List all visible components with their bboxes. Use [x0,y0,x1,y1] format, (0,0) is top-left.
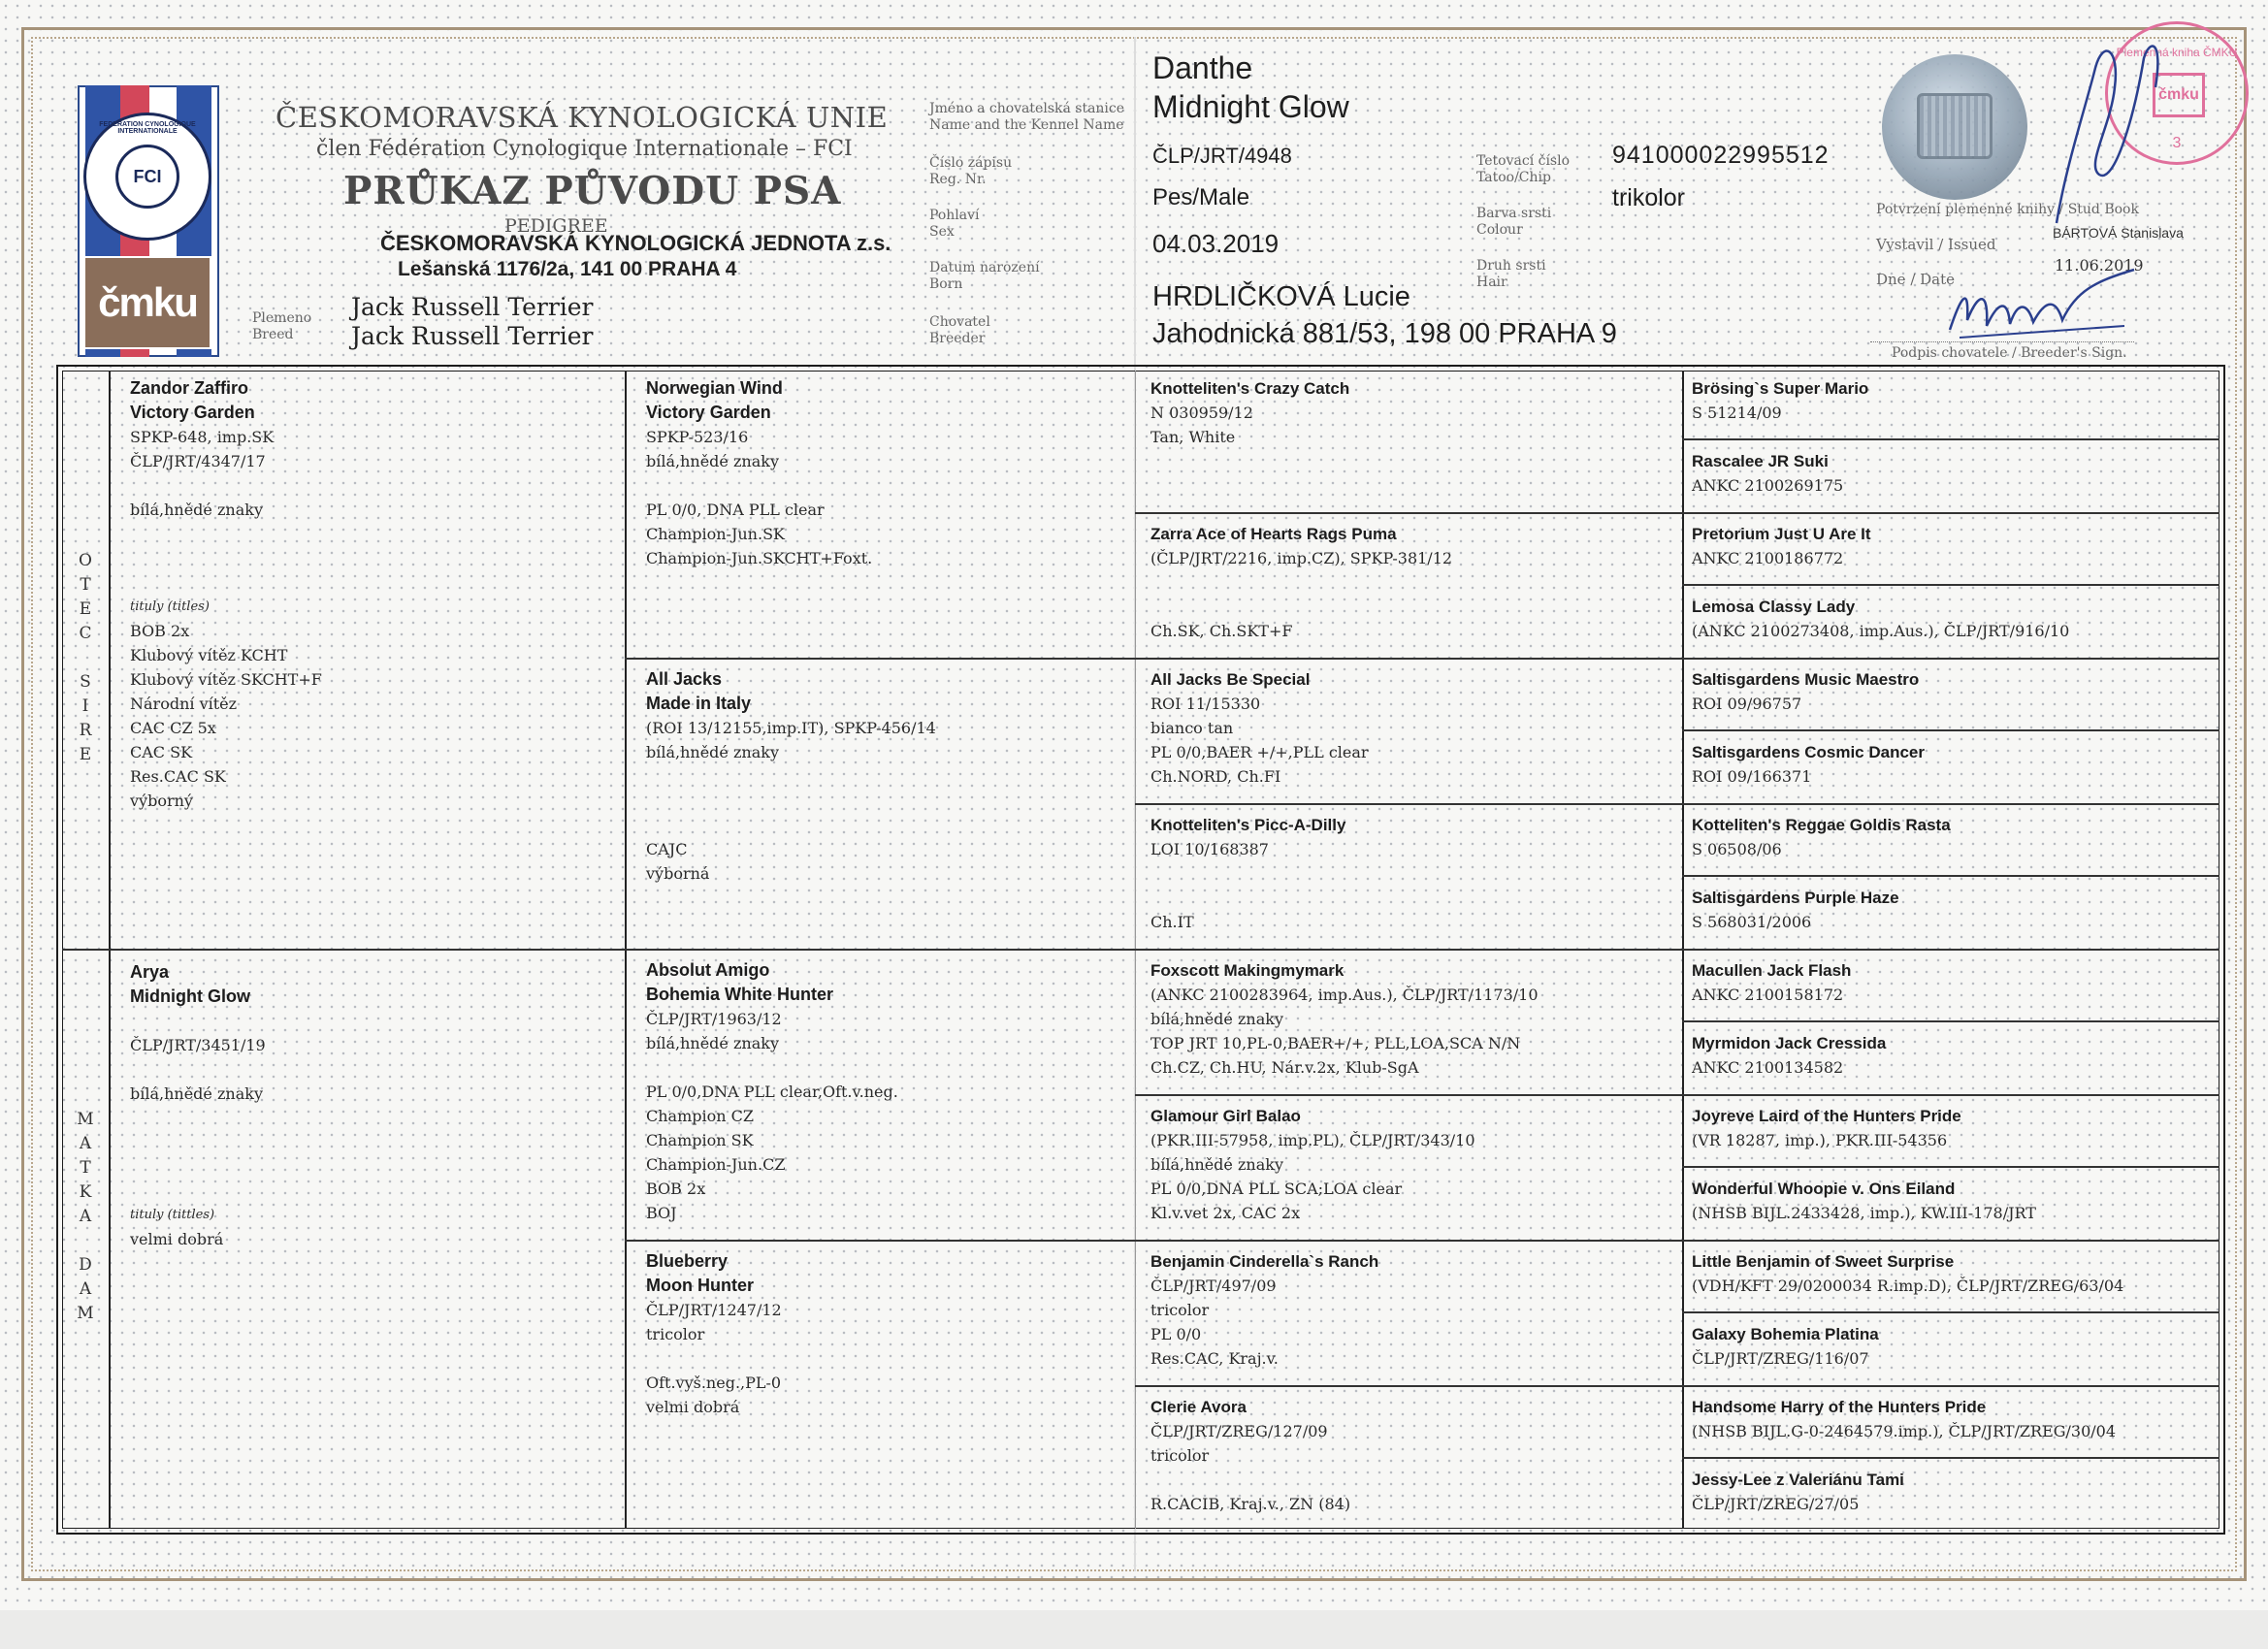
hologram-seal-icon [1882,54,2027,200]
dog-name: Danthe Midnight Glow [1152,50,1349,124]
gen4-cell-12: Wonderful Whoopie v. Ons Eiland (NHSB BIJL.2433428, imp.), KW.III-178/JRT [1692,1180,2036,1222]
breed-label: Plemeno Breed [252,310,312,342]
name-label: Jméno a chovatelská stanice Name and the Kennel Name [929,101,1125,133]
gen4-cell-8: Saltisgardens Purple Haze S 568031/2006 [1692,889,1899,931]
gen3-cell-7: Benjamin Cinderella`s Ranch ČLP/JRT/497/09 tricolor PL 0/0 Res.CAC, Kraj.v. [1150,1252,1379,1368]
gen2-cell-1: Norwegian Wind Victory Garden SPKP-523/16 bílá,hnědé znaky PL 0/0, DNA PLL clear Champion-Jun.SK Champion-Jun.SKCHT+Foxt. [646,378,873,567]
issuer-name: ČESKOMORAVSKÁ KYNOLOGICKÁ JEDNOTA z.s. [380,231,891,255]
studbook-stamp: Plemenná kniha ČMKU čmku 3 [2105,21,2249,165]
breeder-address: Jahodnická 881/53, 198 00 PRAHA 9 [1152,318,1617,349]
sire-side-label: O T E C S I R E [79,551,92,764]
gen4-cell-14: Galaxy Bohemia Platina ČLP/JRT/ZREG/116/07 [1692,1325,1879,1368]
sex-label: Pohlaví Sex [929,208,980,240]
issued-by: BÁRTOVÁ Stanislava [2053,225,2184,241]
gen2-cell-2: All Jacks Made in Italy (ROI 13/12155,imp.IT), SPKP-456/14 bílá,hnědé znaky CAJC výborná [646,669,936,883]
gen4-cell-2: Rascalee JR Suki ANKC 2100269175 [1692,452,1844,495]
gen3-cell-8: Clerie Avora ČLP/JRT/ZREG/127/09 tricolor R.CACIB, Kraj.v., ZN (84) [1150,1398,1351,1513]
born-label: Datum narození Born [929,260,1040,292]
gen2-cell-4: Blueberry Moon Hunter ČLP/JRT/1247/12 tricolor Oft.vyš.neg.,PL-0 velmi dobrá [646,1251,782,1416]
gen4-cell-10: Myrmidon Jack Cressida ANKC 2100134582 [1692,1034,1887,1077]
studbook-label: Potvrzení plemenné knihy / Stud Book [1876,202,2139,217]
gen3-cell-4: Knotteliten's Picc-A-Dilly LOI 10/168387 Ch.IT [1150,816,1346,931]
gen3-cell-2: Zarra Ace of Hearts Rags Puma (ČLP/JRT/2216, imp.CZ), SPKP-381/12 Ch.SK, Ch.SKT+F [1150,525,1453,640]
issuer-signature-icon [2027,29,2183,233]
org-name: ČESKOMORAVSKÁ KYNOLOGICKÁ UNIE [275,101,889,134]
breed-value: Jack Russell Terrier Jack Russell Terrier [351,293,594,350]
dam-side-label: M A T K A D A M [77,1110,94,1323]
issued-label: Vystavil / Issued [1876,236,1996,253]
gen4-cell-11: Joyreve Laird of the Hunters Pride (VR 18287, imp.), PKR.III-54356 [1692,1107,1961,1149]
breeder-label: Chovatel Breeder [929,314,990,346]
issuer-address: Lešanská 1176/2a, 141 00 PRAHA 4 [398,258,737,280]
breeder-name: HRDLIČKOVÁ Lucie [1152,281,1410,312]
document-title-en: PEDIGREE [504,215,608,237]
cmku-logo-icon: čmku [83,256,211,349]
gen4-cell-13: Little Benjamin of Sweet Surprise (VDH/KFT 29/0200034 R.imp.D), ČLP/JRT/ZREG/63/04 [1692,1252,2124,1295]
date-label: Dne / Date [1876,271,1956,288]
gen4-cell-5: Saltisgardens Music Maestro ROI 09/96757 [1692,670,1920,713]
dam-cell: Arya Midnight Glow ČLP/JRT/3451/19 bílá,hnědé znaky tituly (tittles) velmi dobrá [130,962,266,1248]
fci-globe-icon: FCI [115,145,179,209]
gen3-cell-5: Foxscott Makingmymark (ANKC 2100283964, imp.Aus.), ČLP/JRT/1173/10 bílá,hnědé znaky TOP JRT 10,PL-0,BAER+/+, PLL,LOA,SCA N/N Ch.CZ, Ch.HU, Nár.v.2x, Klub-SgA [1150,961,1539,1077]
gen4-cell-1: Brösing`s Super Mario S 51214/09 [1692,379,1869,422]
gen4-cell-4: Lemosa Classy Lady (ANKC 2100273408, imp.Aus.), ČLP/JRT/916/10 [1692,598,2070,640]
reg-label: Číslo zápisu Reg. Nr. [929,155,1013,187]
fci-cmku-logo [78,85,219,357]
gen3-cell-6: Glamour Girl Balao (PKR.III-57958, imp.PL), ČLP/JRT/343/10 bílá,hnědé znaky PL 0/0,DNA PLL SCA;LOA clear Kl.v.vet 2x, CAC 2x [1150,1107,1475,1222]
gen4-cell-9: Macullen Jack Flash ANKC 2100158172 [1692,961,1852,1004]
issued-date: 11.06.2019 [2055,256,2144,275]
colour-value: trikolor [1612,184,1686,211]
gen2-cell-3: Absolut Amigo Bohemia White Hunter ČLP/JRT/1963/12 bílá,hnědé znaky PL 0/0,DNA PLL clear,Oft.v.neg. Champion CZ Champion SK Champion-Jun.CZ BOB 2x BOJ [646,960,898,1222]
hair-label: Druh srsti Hair [1476,258,1546,290]
gen3-cell-1: Knotteliten's Crazy Catch N 030959/12 Tan, White [1150,379,1350,446]
gen4-cell-6: Saltisgardens Cosmic Dancer ROI 09/166371 [1692,743,1925,786]
gen4-cell-16: Jessy-Lee z Valeriánu Tami ČLP/JRT/ZREG/27/05 [1692,1471,1904,1513]
fci-emblem-icon [83,113,211,241]
document-title: PRŮKAZ PŮVODU PSA [343,169,842,213]
signature-label: Podpis chovatele / Breeder's Sign. [1892,345,2127,361]
colour-label: Barva srsti Colour [1476,206,1552,238]
org-member: člen Fédération Cynologique Internationale – FCI [316,137,853,161]
tattoo-label: Tetovací číslo Tatoo/Chip [1476,153,1571,185]
gen4-cell-15: Handsome Harry of the Hunters Pride (NHSB BIJL.G-0-2464579.imp.), ČLP/JRT/ZREG/30/04 [1692,1398,2117,1440]
gen4-cell-7: Kotteliten's Reggae Goldis Rasta S 06508/06 [1692,816,1951,858]
dog-born: 04.03.2019 [1152,229,1280,258]
tattoo-value: 941000022995512 [1612,142,1830,169]
sire-cell: Zandor Zaffiro Victory Garden SPKP-648, imp.SK ČLP/JRT/4347/17 bílá,hnědé znaky tituly (titles) BOB 2x Klubový vítěz KCHT Klubový vítěz SKCHT+F Národní vítěz CAC CZ 5x CAC SK Res.CAC SK výborný [130,378,322,810]
gen4-cell-3: Pretorium Just U Are It ANKC 2100186772 [1692,525,1871,567]
fci-ring-text: FEDERATION CYNOLOGIQUE INTERNATIONALE [99,121,196,135]
dog-sex: Pes/Male [1152,184,1250,210]
dog-reg: ČLP/JRT/4948 [1152,144,1292,168]
gen3-cell-3: All Jacks Be Special ROI 11/15330 bianco tan PL 0/0,BAER +/+,PLL clear Ch.NORD, Ch.FI [1150,670,1369,786]
breeder-signature-icon [1940,262,2144,349]
